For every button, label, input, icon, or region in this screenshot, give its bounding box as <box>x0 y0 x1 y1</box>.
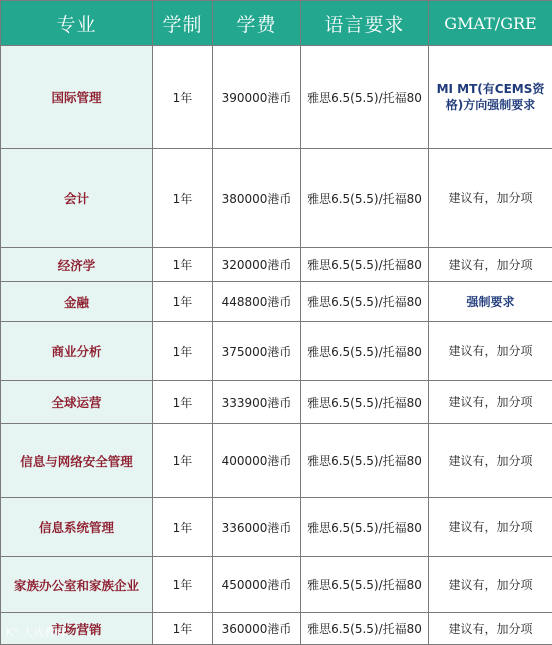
duration-cell: 1年 <box>153 322 213 381</box>
header-gmat: GMAT/GRE <box>429 1 552 46</box>
duration-cell: 1年 <box>153 424 213 498</box>
table-row <box>1 557 552 613</box>
duration-cell: 1年 <box>153 498 213 557</box>
language-cell: 雅思6.5(5.5)/托福80 <box>301 498 429 557</box>
tuition-cell: 448800港币 <box>213 282 301 322</box>
gmat-cell: 建议有，加分项 <box>429 424 552 498</box>
tuition-cell: 360000港币 <box>213 613 301 645</box>
duration-cell: 1年 <box>153 381 213 424</box>
gmat-cell: 建议有，加分项 <box>429 149 552 248</box>
language-cell: 雅思6.5(5.5)/托福80 <box>301 282 429 322</box>
language-cell: 雅思6.5(5.5)/托福80 <box>301 322 429 381</box>
watermark: K° 大成教育 <box>6 626 67 639</box>
major-cell: 市场营销 <box>1 613 153 645</box>
duration-cell: 1年 <box>153 613 213 645</box>
tuition-cell: 375000港币 <box>213 322 301 381</box>
tuition-cell: 450000港币 <box>213 557 301 613</box>
gmat-cell: 建议有，加分项 <box>429 322 552 381</box>
header-major: 专业 <box>1 1 153 46</box>
gmat-cell: 建议有，加分项 <box>429 498 552 557</box>
tuition-cell: 390000港币 <box>213 46 301 149</box>
table-row <box>1 322 552 381</box>
table-row <box>1 381 552 424</box>
duration-cell: 1年 <box>153 248 213 282</box>
gmat-cell: 建议有，加分项 <box>429 248 552 282</box>
duration-cell: 1年 <box>153 557 213 613</box>
language-cell: 雅思6.5(5.5)/托福80 <box>301 424 429 498</box>
language-cell: 雅思6.5(5.5)/托福80 <box>301 46 429 149</box>
gmat-cell: 建议有，加分项 <box>429 613 552 645</box>
table-row <box>1 613 552 645</box>
header-language: 语言要求 <box>301 1 429 46</box>
table-body <box>1 46 552 645</box>
header-tuition: 学费 <box>213 1 301 46</box>
table-row <box>1 498 552 557</box>
major-cell: 会计 <box>1 149 153 248</box>
tuition-cell: 400000港币 <box>213 424 301 498</box>
header-duration: 学制 <box>153 1 213 46</box>
gmat-cell: 强制要求 <box>429 282 552 322</box>
table-row <box>1 248 552 282</box>
duration-cell: 1年 <box>153 149 213 248</box>
language-cell: 雅思6.5(5.5)/托福80 <box>301 149 429 248</box>
major-cell: 国际管理 <box>1 46 153 149</box>
language-cell: 雅思6.5(5.5)/托福80 <box>301 613 429 645</box>
major-cell: 家族办公室和家族企业 <box>1 557 153 613</box>
duration-cell: 1年 <box>153 282 213 322</box>
major-cell: 商业分析 <box>1 322 153 381</box>
language-cell: 雅思6.5(5.5)/托福80 <box>301 381 429 424</box>
tuition-cell: 333900港币 <box>213 381 301 424</box>
tuition-cell: 380000港币 <box>213 149 301 248</box>
tuition-cell: 336000港币 <box>213 498 301 557</box>
table-row <box>1 46 552 149</box>
major-cell: 经济学 <box>1 248 153 282</box>
major-cell: 信息系统管理 <box>1 498 153 557</box>
header-row <box>1 1 552 46</box>
gmat-cell: 建议有，加分项 <box>429 381 552 424</box>
tuition-cell: 320000港币 <box>213 248 301 282</box>
gmat-cell: 建议有，加分项 <box>429 557 552 613</box>
gmat-cell: MI MT(有CEMS资格)方向强制要求 <box>429 46 552 149</box>
major-cell: 金融 <box>1 282 153 322</box>
table-header <box>1 1 552 46</box>
duration-cell: 1年 <box>153 46 213 149</box>
language-cell: 雅思6.5(5.5)/托福80 <box>301 248 429 282</box>
language-cell: 雅思6.5(5.5)/托福80 <box>301 557 429 613</box>
table-row <box>1 424 552 498</box>
major-cell: 全球运营 <box>1 381 153 424</box>
table-row <box>1 149 552 248</box>
major-cell: 信息与网络安全管理 <box>1 424 153 498</box>
table-row <box>1 282 552 322</box>
